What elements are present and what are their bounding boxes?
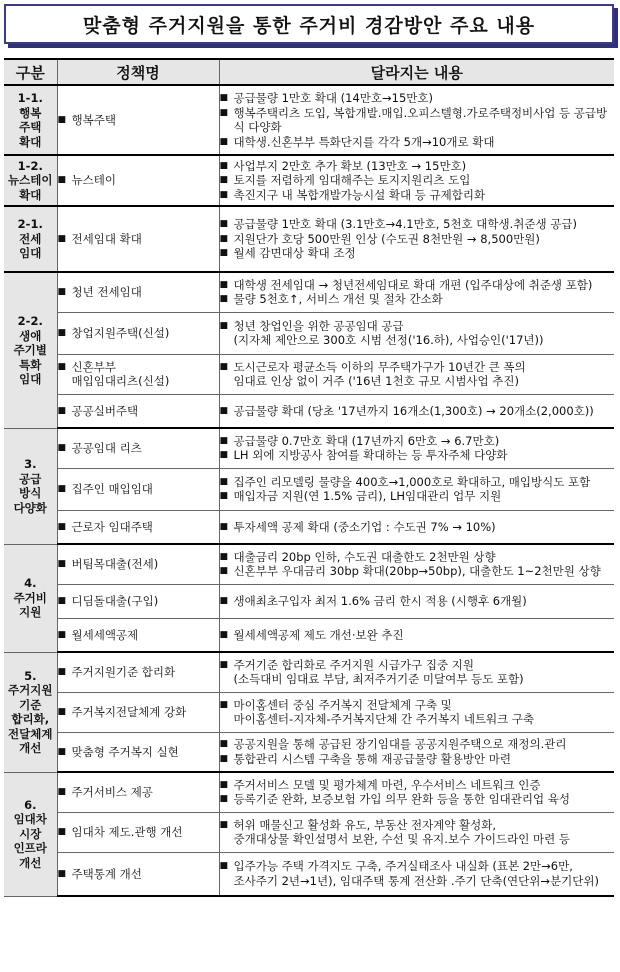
table-row bbox=[4, 510, 614, 544]
policy-name: 공공실버주택 bbox=[71, 403, 139, 418]
changes-cell bbox=[219, 272, 614, 312]
bullet-icon: ■ bbox=[219, 794, 229, 805]
change-item-text: 공공지원을 통해 공급된 장기임대를 공공지원주택으로 재정의.관리 bbox=[233, 737, 567, 752]
bullet-icon: ■ bbox=[57, 405, 67, 416]
bullet-icon: ■ bbox=[57, 629, 67, 640]
policy-name: 월세세액공제 bbox=[71, 627, 139, 642]
table-row bbox=[4, 732, 614, 772]
change-item bbox=[220, 737, 615, 752]
title-box bbox=[4, 4, 614, 44]
bullet-icon: ■ bbox=[219, 699, 229, 710]
change-item bbox=[220, 135, 615, 150]
bullet-icon: ■ bbox=[219, 629, 229, 640]
changes-cell bbox=[219, 206, 614, 272]
change-item bbox=[220, 859, 615, 888]
change-item bbox=[220, 489, 615, 504]
policy-name: 집주인 매입임대 bbox=[71, 481, 153, 496]
policy-name-cell bbox=[57, 510, 219, 544]
policy-name: 맞춤형 주거복지 실현 bbox=[71, 744, 179, 759]
change-item-text: 대학생.신혼부부 특화단지를 각각 5개→10개로 확대 bbox=[233, 134, 495, 149]
section-label: 5. 주거지원 기준 합리화, 전달체계 개선 bbox=[4, 652, 57, 772]
policy-name-cell bbox=[57, 206, 219, 272]
change-item bbox=[220, 173, 615, 188]
bullet-icon: ■ bbox=[57, 667, 67, 677]
policy-name-cell bbox=[57, 732, 219, 772]
policy-name-cell bbox=[57, 272, 219, 312]
bullet-icon: ■ bbox=[57, 559, 67, 569]
change-item-text: 공급물량 1만호 확대 (3.1만호→4.1만호, 5천호 대학생.취준생 공급) bbox=[233, 217, 577, 232]
bullet-icon: ■ bbox=[57, 595, 67, 606]
changes-cell bbox=[219, 732, 614, 772]
policy-table bbox=[4, 58, 614, 897]
bullet-icon: ■ bbox=[219, 659, 229, 670]
bullet-icon: ■ bbox=[219, 739, 229, 750]
bullet-icon: ■ bbox=[219, 819, 229, 830]
policy-name: 행복주택 bbox=[71, 112, 116, 127]
change-item-text: 입주가능 주택 가격지도 구축, 주거실태조사 내실화 (표본 2만→6만, 조사주기 2년→1년), 임대주택 통계 전산화 .주기 단축(연단위→분기단위) bbox=[233, 859, 599, 888]
change-item-text: 청년 창업인을 위한 공공임대 공급 (지자체 제안으로 300호 시범 선정('16.하), 사업승인('17년)) bbox=[233, 318, 544, 347]
policy-name: 근로자 임대주택 bbox=[71, 519, 153, 534]
change-item-text: 물량 5천호↑, 서비스 개선 및 절차 간소화 bbox=[233, 292, 443, 307]
changes-cell bbox=[219, 155, 614, 206]
bullet-icon: ■ bbox=[219, 476, 229, 487]
bullet-icon: ■ bbox=[57, 175, 67, 186]
change-item bbox=[220, 159, 615, 174]
policy-name: 청년 전세임대 bbox=[71, 285, 142, 299]
bullet-icon: ■ bbox=[219, 175, 229, 186]
policy-name-cell bbox=[57, 618, 219, 652]
change-item bbox=[220, 594, 615, 609]
header-changes: 달라지는 내용 bbox=[219, 59, 614, 85]
table-row bbox=[4, 852, 614, 896]
bullet-icon: ■ bbox=[219, 405, 229, 416]
policy-name-cell bbox=[57, 652, 219, 692]
page-title: 맞춤형 주거지원을 통한 주거비 경감방안 주요 내용 bbox=[82, 14, 536, 37]
policy-name-cell bbox=[57, 155, 219, 206]
table-row bbox=[4, 544, 614, 584]
change-item bbox=[220, 232, 615, 247]
change-item bbox=[220, 91, 615, 106]
section-label: 2-1. 전세 임대 bbox=[4, 206, 57, 272]
table-row bbox=[4, 618, 614, 652]
table-row bbox=[4, 584, 614, 618]
change-item bbox=[220, 658, 615, 687]
section-label: 6. 임대차 시장 인프라 개선 bbox=[4, 772, 57, 896]
bullet-icon: ■ bbox=[219, 491, 229, 501]
change-item bbox=[220, 628, 615, 643]
policy-name-cell bbox=[57, 394, 219, 428]
change-item-text: 허위 매물신고 활성화 유도, 부동산 전자계약 활성화, 중개대상물 확인설명서 보완, 수선 및 유지.보수 가이드라인 마련 등 bbox=[233, 817, 570, 846]
change-item bbox=[220, 520, 615, 535]
change-item bbox=[220, 448, 615, 463]
table-row bbox=[4, 812, 614, 852]
change-item bbox=[220, 217, 615, 232]
changes-cell bbox=[219, 852, 614, 896]
policy-name-cell bbox=[57, 85, 219, 155]
bullet-icon: ■ bbox=[219, 233, 229, 244]
changes-cell bbox=[219, 394, 614, 428]
policy-name-cell bbox=[57, 812, 219, 852]
policy-name: 주택통계 개선 bbox=[71, 866, 142, 881]
change-item-text: 마이홈센터 중심 주거복지 전달체계 구축 및 마이홈센터-지자체-주거복지단체 간 주거복지 네트워크 구축 bbox=[233, 697, 535, 726]
change-item-text: 도시근로자 평균소득 이하의 무주택가구가 10년간 큰 폭의 임대료 인상 없이 거주 ('16년 1천호 규모 시범사업 추진) bbox=[233, 359, 526, 388]
policy-name-cell bbox=[57, 544, 219, 584]
bullet-icon: ■ bbox=[219, 361, 229, 372]
change-item bbox=[220, 278, 615, 293]
change-item bbox=[220, 292, 615, 307]
change-item bbox=[220, 698, 615, 727]
change-item-text: 월세세액공제 제도 개선·보완 추진 bbox=[233, 627, 404, 642]
bullet-icon: ■ bbox=[57, 787, 67, 797]
bullet-icon: ■ bbox=[57, 327, 67, 338]
bullet-icon: ■ bbox=[219, 551, 229, 562]
changes-cell bbox=[219, 312, 614, 354]
change-item-text: 지원단가 호당 500만원 인상 (수도권 8천만원 → 8,500만원) bbox=[233, 231, 540, 246]
policy-name: 전세임대 확대 bbox=[71, 231, 142, 246]
policy-name-cell bbox=[57, 772, 219, 812]
bullet-icon: ■ bbox=[57, 233, 67, 244]
changes-cell bbox=[219, 692, 614, 732]
change-item bbox=[220, 319, 615, 348]
table-header-row bbox=[4, 59, 614, 85]
bullet-icon: ■ bbox=[57, 706, 67, 717]
policy-name: 임대차 제도.관행 개선 bbox=[71, 824, 183, 839]
bullet-icon: ■ bbox=[219, 320, 229, 331]
bullet-icon: ■ bbox=[219, 160, 229, 171]
change-item-text: 토지를 저렴하게 임대해주는 토지지원리츠 도입 bbox=[233, 173, 471, 188]
bullet-icon: ■ bbox=[219, 753, 229, 764]
change-item-text: 통합관리 시스템 구축을 통해 재공급물량 활용방안 마련 bbox=[233, 751, 511, 766]
bullet-icon: ■ bbox=[219, 248, 229, 259]
bullet-icon: ■ bbox=[219, 189, 229, 200]
change-item bbox=[220, 360, 615, 389]
bullet-icon: ■ bbox=[57, 287, 67, 297]
change-item bbox=[220, 188, 615, 203]
change-item-text: 집주인 리모델링 물량을 400호→1,000호로 확대하고, 매입방식도 포함 bbox=[233, 474, 591, 489]
bullet-icon: ■ bbox=[219, 861, 229, 872]
change-item-text: 대출금리 20bp 인하, 수도권 대출한도 2천만원 상향 bbox=[233, 549, 496, 564]
bullet-icon: ■ bbox=[219, 93, 229, 103]
section-label: 1-1. 행복 주택 확대 bbox=[4, 85, 57, 155]
changes-cell bbox=[219, 584, 614, 618]
table-body bbox=[4, 85, 614, 896]
bullet-icon: ■ bbox=[219, 450, 229, 461]
changes-cell bbox=[219, 468, 614, 510]
table-row bbox=[4, 206, 614, 272]
bullet-icon: ■ bbox=[57, 826, 67, 837]
change-item-text: 공급물량 1만호 확대 (14만호→15만호) bbox=[233, 91, 433, 105]
changes-cell bbox=[219, 510, 614, 544]
change-item-text: 주거기준 합리화로 주거지원 시급가구 집중 지원 (소득대비 임대료 부담, 최저주거기준 미달여부 등도 포함) bbox=[233, 657, 524, 687]
change-item-text: 공급물량 확대 (당초 '17년까지 16개소(1,300호) → 20개소(2,000호)) bbox=[233, 403, 594, 418]
table-row bbox=[4, 772, 614, 812]
changes-cell bbox=[219, 652, 614, 692]
bullet-icon: ■ bbox=[219, 219, 229, 230]
change-item-text: LH 외에 지방공사 참여를 확대하는 등 투자주체 다양화 bbox=[233, 448, 508, 463]
policy-name-cell bbox=[57, 692, 219, 732]
table-row bbox=[4, 354, 614, 394]
policy-name: 버팀목대출(전세) bbox=[71, 557, 159, 571]
policy-name-cell bbox=[57, 852, 219, 896]
table-row bbox=[4, 652, 614, 692]
change-item-text: 사업부지 2만호 추가 확보 (13만호 → 15만호) bbox=[233, 158, 467, 173]
change-item bbox=[220, 475, 615, 490]
header-policy: 정책명 bbox=[57, 59, 219, 85]
change-item-text: 공급물량 0.7만호 확대 (17년까지 6만호 → 6.7만호) bbox=[233, 433, 500, 448]
table-row bbox=[4, 468, 614, 510]
bullet-icon: ■ bbox=[219, 136, 229, 147]
change-item bbox=[220, 778, 615, 793]
table-row bbox=[4, 272, 614, 312]
bullet-icon: ■ bbox=[219, 566, 229, 577]
bullet-icon: ■ bbox=[219, 294, 229, 305]
table-row bbox=[4, 155, 614, 206]
change-item bbox=[220, 404, 615, 419]
policy-name: 주거복지전달체계 강화 bbox=[71, 704, 187, 719]
change-item bbox=[220, 246, 615, 261]
section-label: 4. 주거비 지원 bbox=[4, 544, 57, 652]
bullet-icon: ■ bbox=[57, 361, 67, 372]
table-row bbox=[4, 428, 614, 468]
policy-name: 주거서비스 제공 bbox=[71, 785, 153, 799]
policy-name-cell bbox=[57, 468, 219, 510]
policy-name: 공공임대 리츠 bbox=[71, 441, 142, 455]
policy-name: 창업지원주택(신설) bbox=[71, 325, 170, 340]
change-item-text: 월세 감면대상 확대 조정 bbox=[233, 246, 356, 261]
change-item-text: 촉진지구 내 복합개발가능시설 확대 등 규제합리화 bbox=[233, 187, 486, 202]
section-label: 1-2. 뉴스테이 확대 bbox=[4, 155, 57, 206]
bullet-icon: ■ bbox=[219, 279, 229, 290]
policy-name: 신혼부부 매입임대리츠(신설) bbox=[71, 359, 170, 388]
changes-cell bbox=[219, 85, 614, 155]
change-item bbox=[220, 752, 615, 767]
policy-name: 뉴스테이 bbox=[71, 173, 116, 188]
policy-name: 주거지원기준 합리화 bbox=[71, 665, 176, 679]
section-label: 2-2. 생애 주기별 특화 임대 bbox=[4, 272, 57, 428]
change-item-text: 생애최초구입자 최저 1.6% 금리 한시 적용 (시행후 6개월) bbox=[233, 593, 527, 608]
bullet-icon: ■ bbox=[57, 114, 67, 125]
change-item bbox=[220, 792, 615, 807]
section-label: 3. 공급 방식 다양화 bbox=[4, 428, 57, 544]
bullet-icon: ■ bbox=[57, 443, 67, 453]
table-row bbox=[4, 692, 614, 732]
bullet-icon: ■ bbox=[57, 483, 67, 494]
policy-name-cell bbox=[57, 354, 219, 394]
changes-cell bbox=[219, 544, 614, 584]
change-item-text: 행복주택리츠 도입, 복합개발.매입.오피스텔형.가로주택정비사업 등 공급방식 다양화 bbox=[233, 105, 608, 134]
changes-cell bbox=[219, 618, 614, 652]
bullet-icon: ■ bbox=[219, 521, 229, 532]
change-item bbox=[220, 106, 615, 135]
change-item bbox=[220, 818, 615, 847]
change-item bbox=[220, 564, 615, 579]
change-item-text: 대학생 전세임대 → 청년전세임대로 확대 개편 (입주대상에 취준생 포함) bbox=[233, 277, 593, 292]
change-item-text: 투자세액 공제 확대 (중소기업 : 수도권 7% → 10%) bbox=[233, 519, 496, 534]
bullet-icon: ■ bbox=[219, 435, 229, 446]
bullet-icon: ■ bbox=[219, 107, 229, 118]
table-row bbox=[4, 312, 614, 354]
policy-name-cell bbox=[57, 312, 219, 354]
policy-name-cell bbox=[57, 428, 219, 468]
change-item-text: 주거서비스 모델 및 평가체계 마련, 우수서비스 네트워크 인증 bbox=[233, 777, 541, 792]
bullet-icon: ■ bbox=[219, 779, 229, 790]
table-row bbox=[4, 85, 614, 155]
changes-cell bbox=[219, 428, 614, 468]
bullet-icon: ■ bbox=[57, 746, 67, 757]
bullet-icon: ■ bbox=[57, 521, 67, 532]
changes-cell bbox=[219, 812, 614, 852]
change-item bbox=[220, 434, 615, 449]
policy-name-cell bbox=[57, 584, 219, 618]
policy-name: 디딤돌대출(구입) bbox=[71, 593, 159, 608]
changes-cell bbox=[219, 354, 614, 394]
changes-cell bbox=[219, 772, 614, 812]
table-row bbox=[4, 394, 614, 428]
change-item-text: 신혼부부 우대금리 30bp 확대(20bp→50bp), 대출한도 1~2천만원 상향 bbox=[233, 564, 601, 579]
header-category: 구분 bbox=[4, 59, 57, 85]
change-item-text: 등록기준 완화, 보증보험 가입 의무 완화 등을 통한 임대관리업 육성 bbox=[233, 792, 570, 807]
bullet-icon: ■ bbox=[219, 595, 229, 606]
bullet-icon: ■ bbox=[57, 868, 67, 879]
change-item bbox=[220, 550, 615, 565]
change-item-text: 매입자금 지원(연 1.5% 금리), LH임대관리 업무 지원 bbox=[233, 489, 502, 503]
